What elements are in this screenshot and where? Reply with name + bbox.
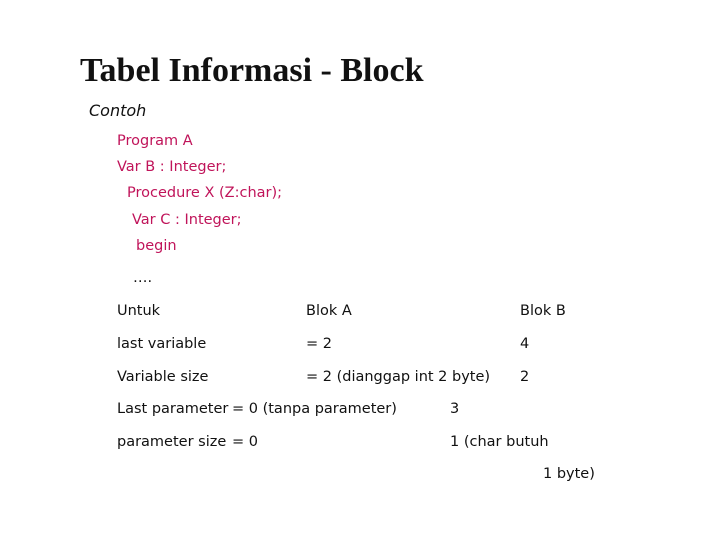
param-value-parameter-size: = 0: [232, 434, 258, 450]
param-blok-b-last-parameter: 3: [450, 401, 460, 417]
code-line-program: Program A: [117, 133, 193, 149]
slide-subtitle: Contoh: [89, 101, 147, 120]
table-header-untuk: Untuk: [117, 303, 161, 319]
param-label-last-parameter: Last parameter: [117, 401, 229, 417]
row-value-last-variable-b: 4: [520, 336, 530, 352]
code-line-begin: begin: [136, 238, 177, 254]
param-label-parameter-size: parameter size: [117, 434, 227, 450]
row-value-variable-size-a: = 2 (dianggap int 2 byte): [306, 369, 491, 385]
code-line-procedure: Procedure X (Z:char);: [127, 185, 283, 201]
row-value-variable-size-b: 2: [520, 369, 530, 385]
code-line-ellipsis: ….: [133, 270, 153, 286]
code-line-var-c: Var C : Integer;: [132, 212, 242, 228]
slide-title: Tabel Informasi - Block: [80, 52, 424, 89]
table-header-blok-b: Blok B: [520, 303, 566, 319]
row-label-variable-size: Variable size: [117, 369, 209, 385]
row-label-last-variable: last variable: [117, 336, 207, 352]
param-continuation: 1 byte): [543, 466, 595, 482]
row-value-last-variable-a: = 2: [306, 336, 332, 352]
param-value-last-parameter: = 0 (tanpa parameter): [232, 401, 397, 417]
param-blok-b-parameter-size: 1 (char butuh: [450, 434, 549, 450]
code-line-var-b: Var B : Integer;: [117, 159, 227, 175]
table-header-blok-a: Blok A: [306, 303, 352, 319]
